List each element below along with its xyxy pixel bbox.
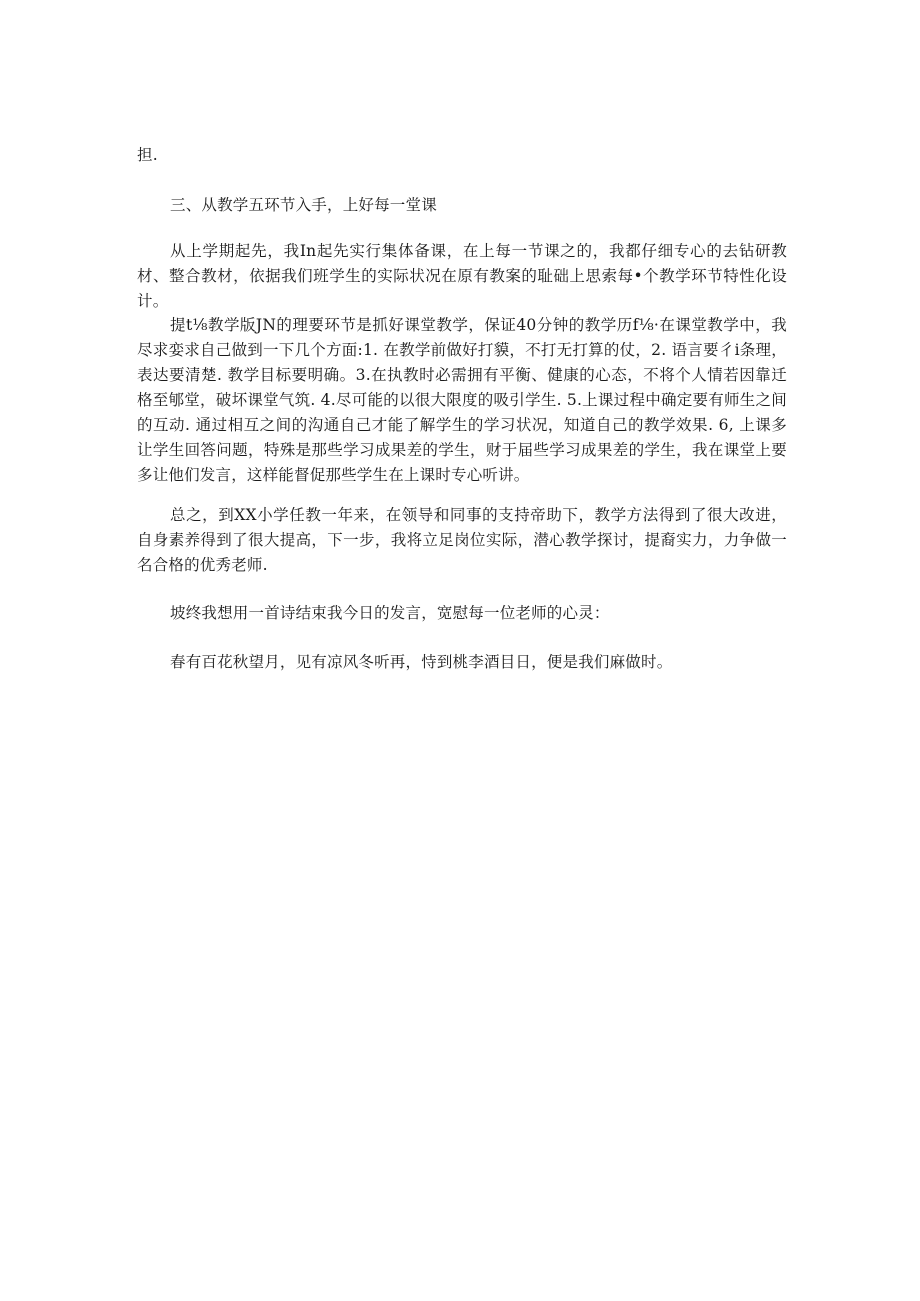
- paragraph-closing: 坡终我想用一首诗结束我今日的发言，宽慰每一位老师的心灵：: [170, 604, 610, 622]
- paragraph-summary: 总之，到XX小学任教一年来，在领导和同事的支持帝助下，教学方法得到了很大改进，自身素养得到了很大提高，下一步，我将立足岗位实际，潜心教学探讨，提裔实力，力争做一名合格的优秀老师.: [137, 506, 787, 574]
- section-heading: 三、从教学五环节入手，上好每一堂课: [170, 196, 437, 214]
- paragraph-classroom-teaching: 提t⅛教学版JN的理要环节是抓好课堂教学，保证40分钟的教学历f⅛·在课堂教学中，我尽求娈求自己做到一下几个方面:1. 在教学前做好打貘，不打无打算的仗，2. 语言要彳i条理，表达要清楚. 教学目标要明确。3.在执教时必需拥有平衡、健康的心态，不将个人情若因靠迁格至郇堂，破坏课堂气筑. 4.尽可能的以很大限度的吸引学生. 5.上课过程中确定要有师生之间的互动. 通过相互之间的沟通自己才能了解学生的学习状况，知道自己的教学效果. 6, 上课多让学生回答问题，特殊是那些学习成果差的学生，财于届些学习成果差的学生，我在课堂上要多让他们发言，这样能督促那些学生在上课时专心听讲。: [137, 316, 787, 484]
- paragraph-continuation: 担.: [137, 146, 158, 164]
- poem-line: 春有百花秋望月，见有凉风冬听再，恃到桃李酒目日，便是我们麻做时。: [170, 653, 673, 671]
- paragraph-collective-lesson-prep: 从上学期起先，我In起先实行集体备课，在上每一节课之的，我都仔细专心的去钻研教材、整合教材，依据我们班学生的实际状况在原有教案的耻础上思索每•个教学环节特性化设计。: [137, 242, 787, 310]
